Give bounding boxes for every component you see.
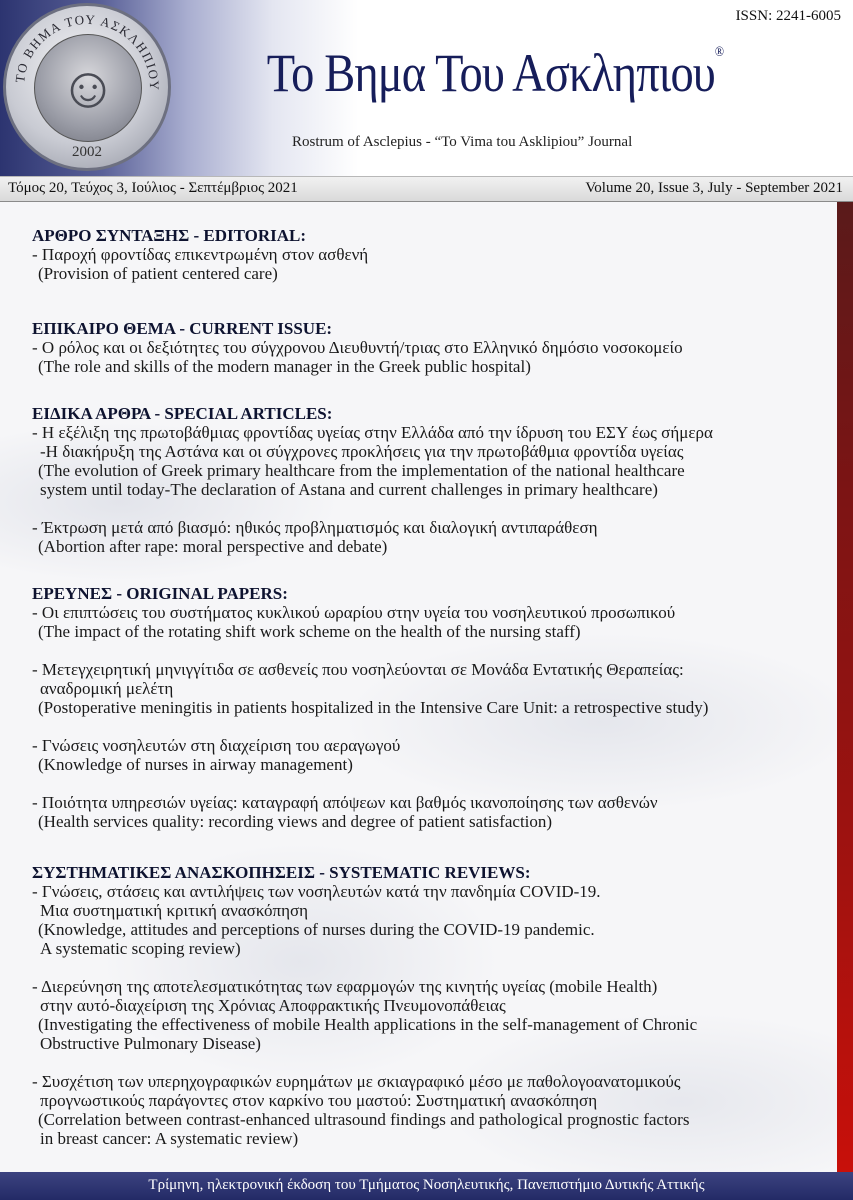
- article-title-greek[interactable]: - Μετεγχειρητική μηνιγγίτιδα σε ασθενείς που νοσηλεύονται σε Μονάδα Εντατικής Θεραπείας:: [32, 660, 684, 679]
- journal-footer: [0, 1172, 853, 1200]
- logo-medallion: [34, 34, 142, 142]
- article-title-english[interactable]: A systematic scoping review): [40, 939, 241, 958]
- article-title-english[interactable]: (Abortion after rape: moral perspective and debate): [38, 537, 388, 556]
- article-title-english[interactable]: (Knowledge of nurses in airway management): [38, 755, 353, 774]
- article-title-greek[interactable]: - Έκτρωση μετά από βιασμό: ηθικός προβληματισμός και διαλογική αντιπαράθεση: [32, 518, 598, 537]
- article-title-english[interactable]: (Knowledge, attitudes and perceptions of nurses during the COVID-19 pandemic.: [38, 920, 595, 939]
- article-title-greek[interactable]: προγνωστικούς παράγοντες στον καρκίνο του μαστού: Συστηματική ανασκόπηση: [40, 1091, 598, 1110]
- article-title-greek[interactable]: Μια συστηματική κριτική ανασκόπηση: [40, 901, 309, 920]
- section-title: ΕΙΔΙΚΑ ΑΡΘΡΑ - SPECIAL ARTICLES:: [32, 404, 333, 423]
- side-accent-strip: [837, 202, 853, 1172]
- article-title-english[interactable]: (Provision of patient centered care): [38, 264, 278, 283]
- footer-text: Τρίμηνη, ηλεκτρονική έκδοση του Τμήματος Νοσηλευτικής, Πανεπιστήμιο Δυτικής Αττικής: [148, 1177, 705, 1193]
- section-title: ΑΡΘΡΟ ΣΥΝΤΑΞΗΣ - EDITORIAL:: [32, 226, 307, 245]
- logo-year: 2002: [72, 144, 102, 160]
- article-title-english[interactable]: (The impact of the rotating shift work scheme on the health of the nursing staff): [38, 622, 581, 641]
- section-title: ΕΠΙΚΑΙΡΟ ΘΕΜΑ - CURRENT ISSUE:: [32, 319, 333, 338]
- article-title-english[interactable]: Obstructive Pulmonary Disease): [40, 1034, 261, 1053]
- journal-title: [254, 43, 736, 103]
- journal-subtitle: Rostrum of Asclepius - “To Vima tou Asklipiou” Journal: [292, 134, 633, 150]
- article-title-greek[interactable]: - Η εξέλιξη της πρωτοβάθμιας φροντίδας υγείας στην Ελλάδα από την ίδρυση του ΕΣΥ έως σήμερα: [32, 423, 713, 442]
- article-title-greek[interactable]: -Η διακήρυξη της Αστάνα και οι σύγχρονες προκλήσεις για την πρωτοβάθμια φροντίδα υγείας: [40, 442, 684, 461]
- article-title-english[interactable]: system until today-The declaration of Astana and current challenges in primary healthcare): [40, 480, 658, 499]
- logo-ring-text: ΤΟ ΒΗΜΑ ΤΟΥ ΑΣΚΛΗΠΙΟΥ: [12, 11, 163, 92]
- journal-logo: [3, 3, 171, 171]
- article-title-greek[interactable]: αναδρομική μελέτη: [40, 679, 174, 698]
- registered-mark: ®: [714, 45, 724, 60]
- article-title-greek[interactable]: - Συσχέτιση των υπερηχογραφικών ευρημάτων με σκιαγραφικό μέσο με παθολογοανατομικούς: [32, 1072, 681, 1091]
- article-title-english[interactable]: (Correlation between contrast-enhanced ultrasound findings and pathological prognostic factors: [38, 1110, 690, 1129]
- article-title-english[interactable]: (Health services quality: recording views and degree of patient satisfaction): [38, 812, 553, 831]
- article-title-greek[interactable]: - Οι επιπτώσεις του συστήματος κυκλικού ωραρίου στην υγεία του νοσηλευτικού προσωπικού: [32, 603, 676, 622]
- issue-bar: [0, 176, 853, 203]
- article-title-greek[interactable]: στην αυτό-διαχείριση της Χρόνιας Αποφρακτικής Πνευμονοπάθειας: [40, 996, 506, 1015]
- article-title-english[interactable]: in breast cancer: A systematic review): [40, 1129, 299, 1148]
- journal-title-text: Το Βημα Του Ασκληπιου: [266, 43, 715, 103]
- asclepius-bust-icon: ☺: [58, 55, 118, 120]
- section-special-articles: [32, 404, 832, 556]
- journal-header: [0, 0, 853, 176]
- article-title-greek[interactable]: - Ο ρόλος και οι δεξιότητες του σύγχρονου Διευθυντή/τριας στο Ελληνικό δημόσιο νοσοκομείο: [32, 338, 683, 357]
- section-original-papers: [32, 584, 832, 831]
- article-title-greek[interactable]: - Ποιότητα υπηρεσιών υγείας: καταγραφή απόψεων και βαθμός ικανοποίησης των ασθενών: [32, 793, 658, 812]
- article-title-english[interactable]: (The role and skills of the modern manager in the Greek public hospital): [38, 357, 531, 376]
- section-title: ΕΡΕΥΝΕΣ - ORIGINAL PAPERS:: [32, 584, 288, 603]
- article-title-english[interactable]: (The evolution of Greek primary healthcare from the implementation of the national healthcare: [38, 461, 685, 480]
- article-title-english[interactable]: (Postoperative meningitis in patients hospitalized in the Intensive Care Unit: a retrospective study): [38, 698, 709, 717]
- article-title-greek[interactable]: - Γνώσεις, στάσεις και αντιλήψεις των νοσηλευτών κατά την πανδημία COVID-19.: [32, 882, 601, 901]
- issue-info-greek: Τόμος 20, Τεύχος 3, Ιούλιος - Σεπτέμβριος 2021: [8, 180, 298, 196]
- issue-info-english: Volume 20, Issue 3, July - September 2021: [585, 180, 843, 196]
- article-title-greek[interactable]: - Γνώσεις νοσηλευτών στη διαχείριση του αεραγωγού: [32, 736, 401, 755]
- section-systematic-reviews: [32, 863, 832, 1148]
- section-title: ΣΥΣΤΗΜΑΤΙΚΕΣ ΑΝΑΣΚΟΠΗΣΕΙΣ - SYSTEMATIC REVIEWS:: [32, 863, 531, 882]
- article-title-english[interactable]: (Investigating the effectiveness of mobile Health applications in the self-management of Chronic: [38, 1015, 698, 1034]
- article-title-greek[interactable]: - Διερεύνηση της αποτελεσματικότητας των εφαρμογών της κινητής υγείας (mobile Health): [32, 977, 658, 996]
- issn-number: ISSN: 2241-6005: [735, 8, 841, 24]
- article-title-greek[interactable]: - Παροχή φροντίδας επικεντρωμένη στον ασθενή: [32, 245, 369, 264]
- section-editorial: [32, 226, 832, 283]
- section-current-issue: [32, 319, 832, 376]
